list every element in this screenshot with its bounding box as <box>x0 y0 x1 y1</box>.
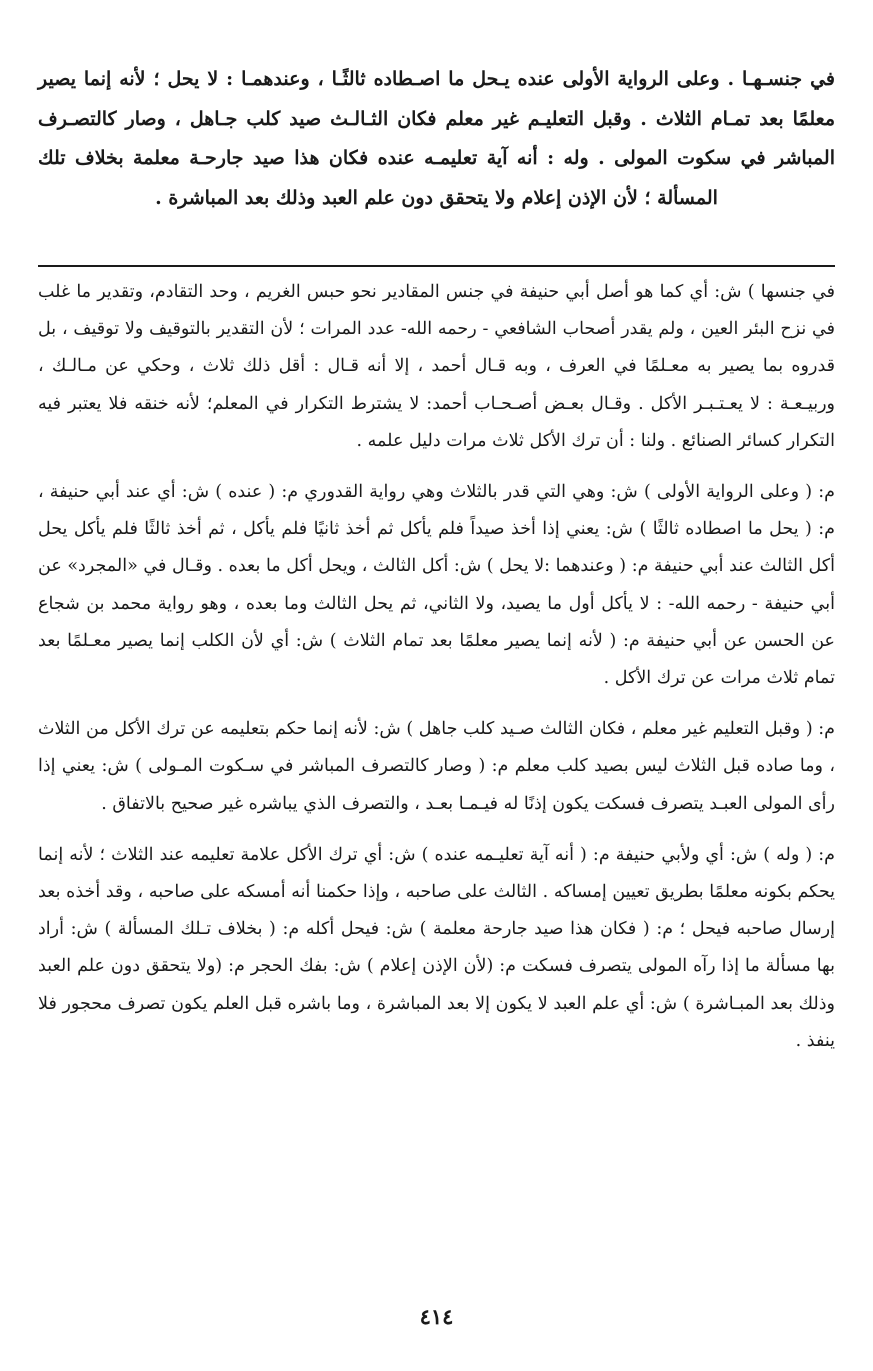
commentary-paragraph: م: ( وعلى الرواية الأولى ) ش: وهي التي قدر بالثلاث وهي رواية القدوري م: ( عنده ) ش: أي عند أبي حنيفة ، م: ( يحل ما اصطاده ثالثًا ) ش: يعني إذا أخذ صيداً فلم يأكل ثم أخذ ثانيًا فلم يأكل ، ثم أخذ ثالثًا فلم يأكل يحل أكل الثالث عند أبي حنيفة م: ( وعندهما :لا يحل ) ش: أكل الثالث ، ويحل أكل ما بعده . وقـال في «المجرد» عن أبي حنيفة - رحمه الله- : لا يأكل أول ما يصيد، ولا الثاني، ثم يحل الثالث وما بعده ، وهو رواية محمد بن شجاع عن الحسن عن أبي حنيفة م: ( لأنه إنما يصير معلمًا بعد تمام الثلاث ) ش: أي لأن الكلب إنما يصير معـلمًا بعد تمام ثلاث مرات عن ترك الأكل . <box>38 482 835 689</box>
commentary-paragraph: م: ( وله ) ش: أي ولأبي حنيفة م: ( أنه آية تعليـمه عنده ) ش: أي ترك الأكل علامة تعليمه عند الثلاث ؛ لأنه إنما يحكم بكونه معلمًا بطريق تعيين إمساكه . الثالث على صاحبه ، وإذا حكمنا أنه أمسكه على صاحبه ، وقد أخذه بعد إرسال صاحبه فيحل ؛ م: ( فكان هذا صيد جارحة معلمة ) ش: فيحل أكله م: ( بخلاف تـلك المسألة ) ش: أراد بها مسألة ما إذا رآه المولى يتصرف فسكت م: (لأن الإذن إعلام ) ش: بفك الحجر م: (ولا يتحقق دون علم العبد وذلك بعد المبـاشرة ) ش: أي علم العبد لا يكون إلا بعد المباشرة ، وما باشره قبل العلم يكون تصرف محجور فلا ينفذ . <box>38 844 835 1051</box>
section-divider <box>38 265 835 267</box>
page-number: ٤١٤ <box>419 1304 454 1329</box>
commentary-paragraph: م: ( وقبل التعليم غير معلم ، فكان الثالث صـيد كلب جاهل ) ش: لأنه إنما حكم بتعليمه عن ترك الأكل من الثلاث ، وما صاده قبل الثلاث ليس بصيد كلب معلم م: ( وصار كالتصرف المباشر في سـكوت المـولى ) ش: يعني إذا رأى المولى العبـد يتصرف فسكت يكون إذنًا له فيـمـا بعـد ، والتصرف الذي يباشره غير صحيح بالاتفاق . <box>38 719 835 814</box>
matn-text: في جنسـهـا . وعلى الرواية الأولى عنده يـحل ما اصـطاده ثالثًـا ، وعندهمـا : لا يحل ؛ لأنه إنما يصير معلمًا بعد تمـام الثلاث . وقبل التعليـم غير معلم فكان الثـالـث صيد كلب جـاهل ، وصار كالتصـرف المباشر في سكوت المولى . وله : أنه آية تعليمـه عنده فكان هذا صيد جارحـة معلمة بخلاف تلك المسألة ؛ لأن الإذن إعلام ولا يتحقق دون علم العبد وذلك بعد المباشرة . <box>38 68 835 209</box>
matn-text-block <box>38 60 835 218</box>
sharh-commentary <box>38 274 835 1074</box>
commentary-paragraph: في جنسها ) ش: أي كما هو أصل أبي حنيفة في جنس المقادير نحو حبس الغريم ، وحد التقادم، وتقدير ما غلب في نزح البئر العين ، ولم يقدر أصحاب الشافعي - رحمه الله- عدد المرات ؛ لأن التقدير بالتوقيف ولا توقيف ، بل قدروه بما يصير به معـلمًا في العرف ، وبه قـال أحمد ، إلا أنه قـال : أقل ذلك ثلاث ، وحكي عن مـالـك ، وربيـعـة : لا يعـتـبـر الأكل . وقـال بعـض أصـحـاب أحمد: لا يشترط التكرار في المعلم؛ لأنه خنقه فلا يعتبر فيه التكرار كسائر الصنائع . ولنا : أن ترك الأكل ثلاث مرات دليل علمه . <box>38 282 835 451</box>
